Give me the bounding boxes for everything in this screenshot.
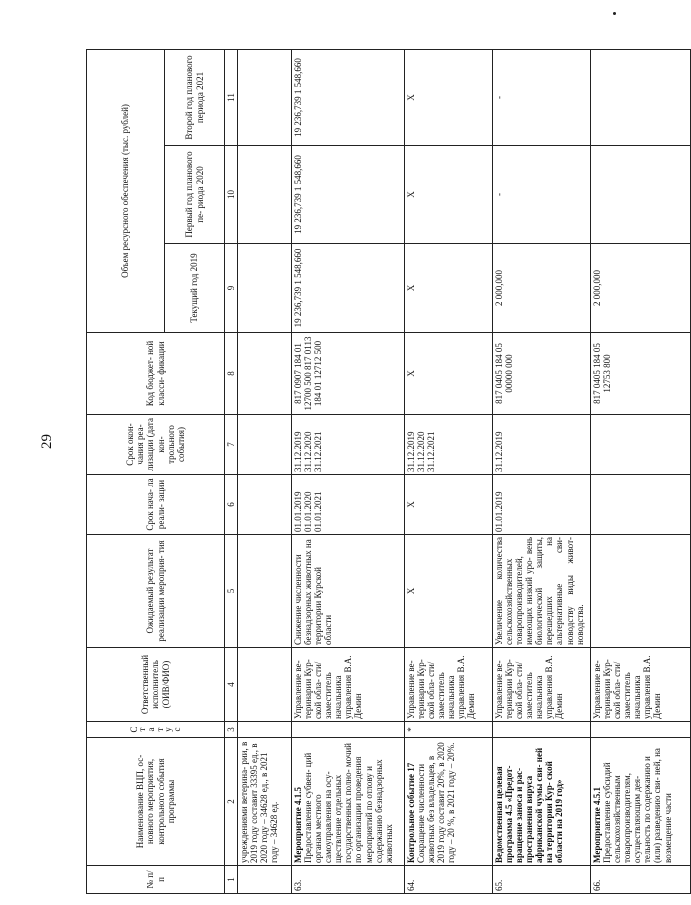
- header-result: Ожидаемый результат реализации мероприя- тия: [87, 535, 225, 648]
- col-number: 5: [225, 535, 238, 648]
- row-second: X: [405, 49, 493, 145]
- row-status: [591, 722, 691, 738]
- row-current: 2 000,000: [493, 244, 591, 333]
- header-no: № п/ п: [87, 866, 225, 894]
- row-no: 66.: [591, 866, 691, 894]
- row-name-text: учреждениями ветерина- рии, в 2019 году составит 33395 ед., в 2020 году – 34628 ед., в 2021 году – 34628 ед.: [239, 741, 280, 863]
- row-start: [238, 475, 292, 535]
- row-name: [405, 738, 493, 866]
- table-row: [292, 49, 405, 893]
- row-start: 01.01.2019: [493, 475, 591, 535]
- row-result: [591, 535, 691, 648]
- row-name-heading: Ведомственная целевая программа 4.5 «Предот- вращение заноса и рас- пространения вируса африканской чумы сви- ней на территории Кур- ской области на 2019 год»: [494, 747, 565, 863]
- row-first: 19 236,739 1 548,660: [292, 146, 405, 244]
- row-result: X: [405, 535, 493, 648]
- row-current: 19 236,739 1 548,660: [292, 244, 405, 333]
- header-name: Наименование ВЦП, ос- новного мероприятия, контрольного события программы: [87, 738, 225, 866]
- row-end: 31.12.2019 31.12.2020 31.12.2021: [405, 415, 493, 475]
- col-number: 6: [225, 475, 238, 535]
- row-executor: Управление ве- теринарии Кур- ской обла- сти/заместитель начальника управления В.А. Демин: [591, 648, 691, 722]
- row-name-heading: Мероприятие 4.1.5: [293, 787, 303, 863]
- row-executor: Управление ве- теринарии Кур- ской обла- сти/заместитель начальника управления В.А. Демин: [493, 648, 591, 722]
- header-current-year: Текущий год 2019: [165, 244, 225, 333]
- row-second: [238, 49, 292, 145]
- row-status: *: [405, 722, 493, 738]
- row-current: X: [405, 244, 493, 333]
- row-code: 817 0405 184 05 12753 800: [591, 333, 691, 415]
- row-code: X: [405, 333, 493, 415]
- table-row: [405, 49, 493, 893]
- rotated-table-container: [86, 50, 673, 894]
- row-start: [591, 475, 691, 535]
- row-no: 64.: [405, 866, 493, 894]
- row-result: Увеличение количества сельскохозяйственных товаропроизводителей, имеющих низкий уро- вень биологической защиты, перешедших на альтернативные сви- новодству виды живот- новодства.: [493, 535, 591, 648]
- col-number: 2: [225, 738, 238, 866]
- row-end: 31.12.2019: [493, 415, 591, 475]
- col-number: 7: [225, 415, 238, 475]
- row-status: [493, 722, 591, 738]
- row-current: 2 000,000: [591, 244, 691, 333]
- row-first: [238, 146, 292, 244]
- row-first: [591, 146, 691, 244]
- row-code: 817 0907 184 01 12700 500 817 0113 184 01 12712 500: [292, 333, 405, 415]
- table-viewport: [86, 50, 673, 894]
- row-name-heading: Контрольное событие 17: [406, 762, 416, 863]
- row-end: [591, 415, 691, 475]
- scan-dot: [613, 12, 616, 15]
- row-start: 01.01.2019 01.01.2020 01.01.2021: [292, 475, 405, 535]
- row-end: 31.12.2019 31.12.2020 31.12.2021: [292, 415, 405, 475]
- row-result: [238, 535, 292, 648]
- header-second-year: Второй год планового периода 2021: [165, 49, 225, 145]
- row-status: [292, 722, 405, 738]
- row-second: [591, 49, 691, 145]
- col-number: 10: [225, 146, 238, 244]
- page-number: 29: [39, 434, 55, 449]
- row-name: [493, 738, 591, 866]
- header-volume: Объем ресурсного обеспечения (тыс. рублей): [87, 49, 165, 332]
- row-name: [238, 738, 292, 866]
- table-row: [493, 49, 591, 893]
- row-start: X: [405, 475, 493, 535]
- row-executor: Управление ве- теринарии Кур- ской обла- сти/заместитель начальника управления В.А. Демин: [292, 648, 405, 722]
- row-name: [292, 738, 405, 866]
- row-code: 817 0405 184 05 00000 000: [493, 333, 591, 415]
- row-status: [238, 722, 292, 738]
- header-start: Срок нача- ла реали- зации: [87, 475, 225, 535]
- col-number: 9: [225, 244, 238, 333]
- row-current: [238, 244, 292, 333]
- row-no: [238, 866, 292, 894]
- row-first: X: [405, 146, 493, 244]
- header-code: Код бюджет- ной класси- фикации: [87, 333, 225, 415]
- col-number: 1: [225, 866, 238, 894]
- header-executor: Ответственный исполнитель (ОИВ/ФИО): [87, 648, 225, 722]
- row-second: 19 236,739 1 548,660: [292, 49, 405, 145]
- row-name-text: Предоставление субсидий сельскохозяйственным товаропроизводителям, осуществляющим дея- тельность по содержанию и (или) разведению сви- ней, на возмещение части: [602, 748, 673, 863]
- row-code: [238, 333, 292, 415]
- program-table: [86, 49, 691, 894]
- col-number: 3: [225, 722, 238, 738]
- col-number: 11: [225, 49, 238, 145]
- col-number: 8: [225, 333, 238, 415]
- row-executor: [238, 648, 292, 722]
- row-no: 63.: [292, 866, 405, 894]
- table-row: [591, 49, 691, 893]
- header-first-year: Первый год планового пе- риода 2020: [165, 146, 225, 244]
- header-status: С т а т у с: [87, 722, 225, 738]
- row-executor: Управление ве- теринарии Кур- ской обла- сти/заместитель начальника управления В.А. Демин: [405, 648, 493, 722]
- row-name-heading: Мероприятие 4.5.1: [592, 787, 602, 863]
- header-end: Срок окон- чания реа- лизации (дата кон- трольного события): [87, 415, 225, 475]
- row-name: [591, 738, 691, 866]
- row-name-text: Предоставление субвен- ций органам местного самоуправления на осу- ществление отдельных государственных полно- мочий по организации проведения мероприятий по отлову и содержанию безнадзорных животных: [303, 743, 394, 863]
- row-second: -: [493, 49, 591, 145]
- table-row: [238, 49, 292, 893]
- row-no: 65.: [493, 866, 591, 894]
- col-number: 4: [225, 648, 238, 722]
- row-result: Снижение численности безнадзорных животных на территории Курской области: [292, 535, 405, 648]
- row-first: -: [493, 146, 591, 244]
- row-name-text: Сокращение численности животных без владельцев, в 2019 году составит 20%, в 2020 году – 20 %, в 2021 году – 20%.: [416, 742, 457, 863]
- row-end: [238, 415, 292, 475]
